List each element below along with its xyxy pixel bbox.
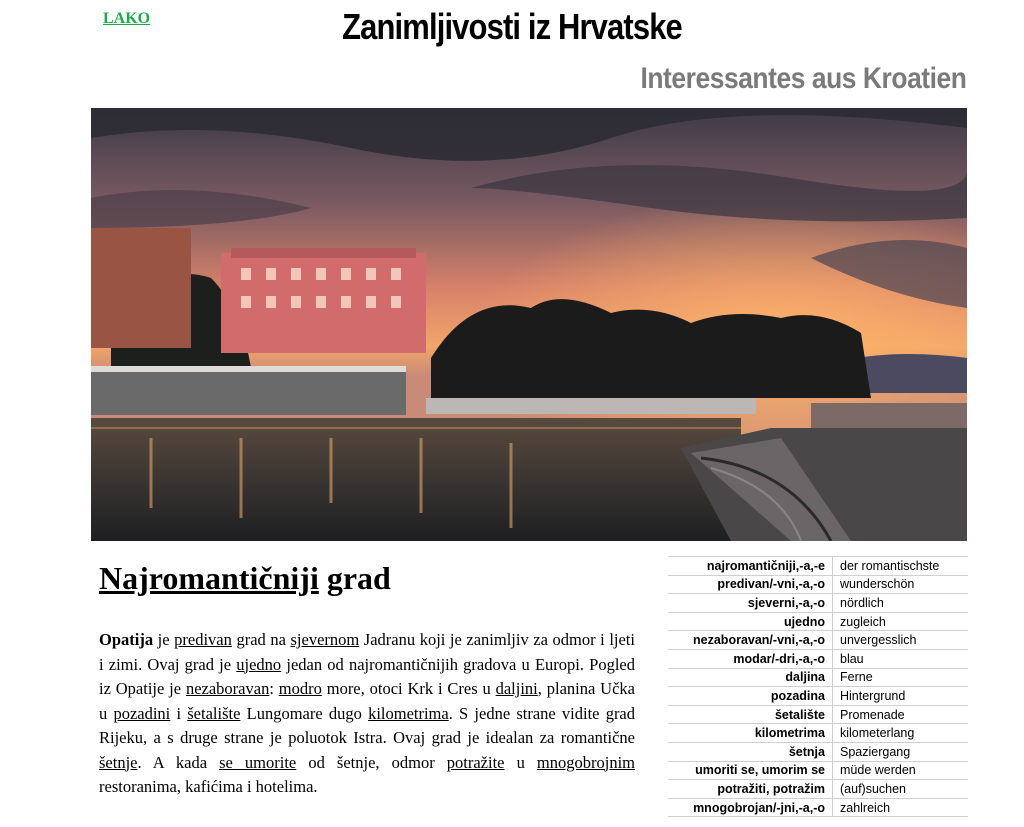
vocab-croatian: nezaboravan/-vni,-a,-o — [668, 631, 833, 650]
vocab-word: daljini — [495, 679, 538, 698]
vocab-croatian: potražiti, potražim — [668, 780, 833, 799]
vocab-german: müde werden — [833, 761, 969, 780]
paragraph-text: . S jedne strane vidite grad Rijeku, a s druge strane je poluotok Istra. Ovaj grad je idealan za romantične — [99, 703, 636, 747]
paragraph-text: restoranima, kafićima i hotelima. — [99, 777, 318, 796]
vocab-german: unvergesslich — [833, 631, 969, 650]
vocab-croatian: pozadina — [668, 687, 833, 706]
paragraph-text: u — [504, 752, 537, 772]
vocab-word: se umorite — [219, 752, 297, 772]
vocab-word: nezaboravan — [185, 679, 270, 698]
vocab-word: kilometrima — [368, 703, 449, 723]
vocab-croatian: daljina — [668, 668, 833, 687]
vocab-word: mnogobrojnim — [536, 752, 635, 772]
page-subtitle: Interessantes aus Kroatien — [639, 62, 966, 95]
vocab-row — [668, 724, 968, 743]
vocab-croatian: kilometrima — [668, 724, 833, 743]
paragraph-text: grad na — [231, 630, 291, 649]
article-heading — [99, 560, 391, 597]
vocab-row — [668, 594, 968, 613]
vocab-row — [668, 761, 968, 780]
vocab-german: Hintergrund — [833, 687, 969, 706]
paragraph-text: Jadranu koji je zanimljiv za odmor i ljeti i zimi. Ovaj grad je — [99, 630, 635, 674]
vocab-word: ujedno — [236, 654, 282, 674]
vocab-row — [668, 575, 968, 594]
vocab-row — [668, 649, 968, 668]
paragraph-text: jedan od najromantičnijih gradova u Europi. Pogled iz Opatije je — [99, 654, 635, 698]
vocab-row — [668, 705, 968, 724]
vocab-row — [668, 557, 968, 576]
bold-word: Opatija — [99, 630, 154, 649]
paragraph-text: od šetnje, odmor — [296, 752, 447, 772]
paragraph-text: Lungomare dugo — [240, 703, 369, 723]
vocab-croatian: mnogobrojan/-jni,-a,-o — [668, 798, 833, 817]
vocab-german: zahlreich — [833, 798, 969, 817]
vocab-row — [668, 612, 968, 631]
vocab-word: modro — [278, 679, 322, 698]
vocabulary-table — [668, 556, 968, 817]
vocab-row — [668, 668, 968, 687]
vocab-german: blau — [833, 649, 969, 668]
vocab-row — [668, 780, 968, 799]
page-title: Zanimljivosti iz Hrvatske — [342, 6, 682, 47]
vocab-word: sjevernom — [290, 630, 360, 649]
vocab-german: wunderschön — [833, 575, 969, 594]
heading-underlined: Najromantičniji — [99, 560, 319, 596]
vocab-german: Spaziergang — [833, 742, 969, 761]
vocab-word: šetnje — [99, 752, 138, 772]
level-tag[interactable]: LAKO — [103, 10, 151, 27]
vocab-row — [668, 742, 968, 761]
vocab-croatian: šetalište — [668, 705, 833, 724]
vocab-row — [668, 798, 968, 817]
vocab-croatian: sjeverni,-a,-o — [668, 594, 833, 613]
opatija-sunset-photo — [91, 108, 967, 541]
paragraph-text: i — [170, 703, 188, 723]
vocab-german: Promenade — [833, 705, 969, 724]
paragraph-text: je — [153, 630, 175, 649]
paragraph-text: . A kada — [137, 752, 220, 772]
paragraph-text: , planina Učka u — [99, 679, 635, 723]
vocab-word: pozadini — [113, 703, 171, 723]
article-paragraph — [99, 628, 635, 800]
vocab-croatian: šetnja — [668, 742, 833, 761]
vocab-german: der romantischste — [833, 557, 969, 576]
vocab-croatian: umoriti se, umorim se — [668, 761, 833, 780]
vocab-german: kilometerlang — [833, 724, 969, 743]
vocab-german: zugleich — [833, 612, 969, 631]
vocab-word: potražite — [446, 752, 505, 772]
vocab-row — [668, 631, 968, 650]
vocab-row — [668, 687, 968, 706]
paragraph-text: more, otoci Krk i Cres u — [321, 679, 496, 698]
paragraph-text: : — [269, 679, 279, 698]
vocab-croatian: najromantičniji,-a,-e — [668, 557, 833, 576]
vocab-croatian: modar/-dri,-a,-o — [668, 649, 833, 668]
vocab-german: nördlich — [833, 594, 969, 613]
heading-rest: grad — [318, 560, 391, 596]
vocab-german: Ferne — [833, 668, 969, 687]
vocab-croatian: predivan/-vni,-a,-o — [668, 575, 833, 594]
vocab-german: (auf)suchen — [833, 780, 969, 799]
vocab-croatian: ujedno — [668, 612, 833, 631]
vocab-word: predivan — [174, 630, 232, 649]
vocab-word: šetalište — [187, 703, 241, 723]
